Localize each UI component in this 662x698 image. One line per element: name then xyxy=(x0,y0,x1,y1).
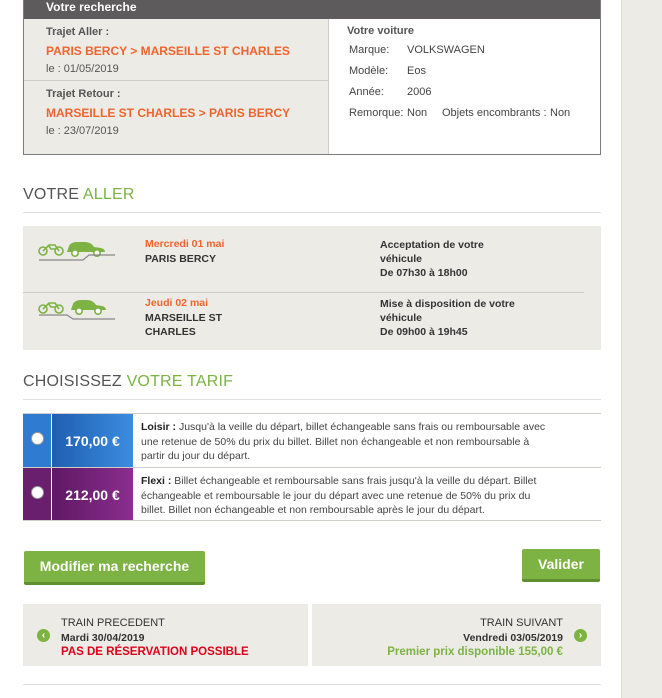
tarif-flexi-description xyxy=(141,474,551,518)
trajet-aller-label: Trajet Aller : xyxy=(46,26,110,38)
next-train-title: TRAIN SUIVANT xyxy=(480,617,563,629)
previous-train-info xyxy=(61,616,249,660)
next-train-date: Vendredi 03/05/2019 xyxy=(463,631,563,644)
divider xyxy=(23,212,601,213)
trajet-aller-date: le : 01/05/2019 xyxy=(46,63,119,75)
aller-departure-hours: De 07h30 à 18h00 xyxy=(380,267,468,279)
divider xyxy=(23,399,601,400)
voiture-modele-value: Eos xyxy=(407,65,426,77)
aller-arrival-station: MARSEILLE ST CHARLES xyxy=(145,312,223,338)
previous-train-title: TRAIN PRECEDENT xyxy=(61,617,165,629)
validate-button[interactable]: Valider xyxy=(522,549,600,582)
voiture-annee-label: Année: xyxy=(349,86,384,98)
aller-departure-info xyxy=(380,238,520,280)
voiture-marque-value: VOLKSWAGEN xyxy=(407,44,485,56)
aller-details xyxy=(23,226,601,350)
tarif-flexi-price[interactable]: 212,00 € xyxy=(52,468,133,520)
trajet-aller-route: PARIS BERCY > MARSEILLE ST CHARLES xyxy=(46,44,290,58)
voiture-objets-value: Non xyxy=(550,107,571,119)
trajet-retour-label: Trajet Retour : xyxy=(46,88,121,100)
tarif-title-part1: CHOISISSEZ xyxy=(23,373,122,390)
tarif-loisir-description xyxy=(141,420,551,464)
tarif-radio-zone[interactable] xyxy=(23,468,51,520)
aller-section-title xyxy=(23,186,135,204)
next-train-status: Premier prix disponible 155,00 € xyxy=(387,646,563,658)
voiture-marque-row xyxy=(347,40,597,61)
tarif-flexi-text: Billet échangeable et remboursable sans frais jusqu'à la veille du départ. Billet échangeable et remboursable le jour du départ avec une retenue de 50% du prix du billet. Billet non échangeable et non remboursable après le jour du départ. xyxy=(141,475,537,516)
voiture-annee-value: 2006 xyxy=(407,86,432,98)
voiture-title: Votre voiture xyxy=(347,25,415,37)
aller-arrival-info xyxy=(380,297,520,339)
tarif-loisir-text: Jusqu'à la veille du départ, billet échangeable sans frais ou remboursable avec une retenue de 50% du prix du billet. Billet non échangeable et non remboursable à partir du jour du départ. xyxy=(141,421,546,462)
trajets-panel xyxy=(24,19,329,154)
aller-departure-date: Mercredi 01 mai xyxy=(145,238,225,250)
trajet-aller xyxy=(24,19,329,81)
chevron-left-icon[interactable]: ‹ xyxy=(37,629,50,642)
voiture-remorque-value: Non xyxy=(407,107,428,119)
tarif-loisir-name: Loisir : xyxy=(141,421,177,433)
voiture-modele-row xyxy=(347,61,597,82)
aller-arrival-hours: De 09h00 à 19h45 xyxy=(380,326,468,338)
tarif-section-title xyxy=(23,373,233,391)
tarif-loisir-price[interactable]: 170,00 € xyxy=(52,414,133,467)
aller-departure-info-text: Acceptation de votre véhicule xyxy=(380,239,484,265)
voiture-objets-label: Objets encombrants : xyxy=(442,107,547,119)
voiture-remorque-label: Remorque: xyxy=(349,107,404,119)
moto-car-icon xyxy=(37,298,117,329)
voiture-modele-label: Modèle: xyxy=(349,65,389,77)
moto-car-icon xyxy=(37,238,117,269)
tarif-loisir-radio[interactable] xyxy=(31,432,44,445)
trajet-retour xyxy=(24,81,329,143)
voiture-annee-row xyxy=(347,82,597,103)
aller-row-arrival xyxy=(23,292,584,350)
trajet-retour-date: le : 23/07/2019 xyxy=(46,125,119,137)
next-train-info xyxy=(387,616,563,660)
chevron-right-icon[interactable]: › xyxy=(574,629,587,642)
tarif-radio-zone[interactable] xyxy=(23,414,51,467)
next-train-panel[interactable] xyxy=(312,604,601,666)
voiture-panel xyxy=(347,25,597,124)
modify-search-button[interactable]: Modifier ma recherche xyxy=(24,551,205,585)
tarif-list xyxy=(23,413,601,521)
previous-train-panel[interactable] xyxy=(23,604,308,666)
tarif-title-part2: VOTRE TARIF xyxy=(126,373,234,390)
aller-departure-station: PARIS BERCY xyxy=(145,253,216,265)
tarif-option-flexi[interactable] xyxy=(23,467,601,521)
search-summary xyxy=(23,0,601,155)
aller-title-part1: VOTRE xyxy=(23,186,80,203)
divider xyxy=(23,684,601,685)
trajet-retour-route: MARSEILLE ST CHARLES > PARIS BERCY xyxy=(46,106,291,120)
aller-row-departure xyxy=(23,234,601,292)
tarif-flexi-radio[interactable] xyxy=(31,486,44,499)
search-summary-header: Votre recherche xyxy=(24,0,600,19)
tarif-flexi-name: Flexi : xyxy=(141,475,172,487)
aller-title-part2: ALLER xyxy=(82,186,135,203)
voiture-options-row xyxy=(347,103,597,124)
voiture-marque-label: Marque: xyxy=(349,44,390,56)
previous-train-status: PAS DE RÉSERVATION POSSIBLE xyxy=(61,646,249,658)
previous-train-date: Mardi 30/04/2019 xyxy=(61,631,145,644)
tarif-option-loisir[interactable] xyxy=(23,413,601,467)
aller-arrival-info-text: Mise à disposition de votre véhicule xyxy=(380,298,515,324)
aller-arrival-date: Jeudi 02 mai xyxy=(145,297,209,309)
